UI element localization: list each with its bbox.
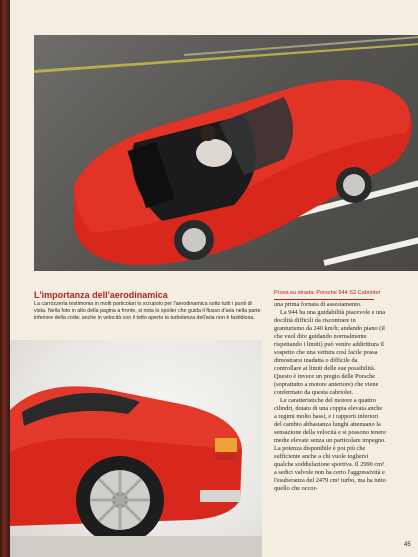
top-car-photo: [34, 35, 418, 271]
article-body: [274, 301, 386, 493]
book-binding: [0, 0, 10, 557]
paragraph-1: una prima fornata di assestamento.: [274, 301, 362, 308]
page-number: 45: [404, 542, 411, 548]
paragraph-3: Le caratteristiche del motore a quattro cilindri, dotato di una coppia elevata anche a regimi molto bassi, e i rapporti inferiori del cambio abbastanza lunghi attenuano la sensazione della velocità e si possono tenere medie elevate senza un particolare impegno. La potenza disponibile è poi più che sufficiente anche a chi vuole togliersi qualche soddisfazione sportiva. Il 2990 cm³ a sedici valvole non ha certo l'aggressività e l'esuberanza del 2479 cm³ turbo, ma ha tutto quello che occor-: [274, 397, 386, 492]
section-label: Prova su strada: Porsche 944 S2 Cabriolet: [274, 290, 381, 296]
photo-caption: La carrozzeria testimonia in molti particolari lo scrupolo per l'aerodinamica sotto tutti i punti di vista. Nella foto in alto della pagina a fronte, si nota lo spoiler che guida il flusso d'aria nella parte inferiore della coda: anche in velocità con il tetto aperto la turbolenza dell'aria non è fastidiosa.: [34, 301, 261, 322]
article-heading: L'importanza dell'aerodinamica: [34, 290, 168, 300]
paragraph-2: La 944 ha una guidabilità piacevole e una docilità difficili da riscontrare in granturismo da 240 km/h; andando piano (il che vuol dire guidando normalmente rispettando i limiti) può venire addirittura il sospetto che una vettura così facile possa dimostrarsi inadatta o difficile da controllare ai limiti delle sue possibilità. Questo è invece un pregio delle Porsche (soprattutto a motore anteriore) che viene confermato da questa cabriolet.: [274, 309, 386, 396]
section-divider: [274, 299, 374, 300]
bottom-car-photo: [10, 340, 262, 557]
red-cabriolet-rear-wheel-icon: [10, 340, 262, 557]
red-cabriolet-overhead-icon: [34, 35, 418, 271]
magazine-page: [10, 0, 418, 557]
